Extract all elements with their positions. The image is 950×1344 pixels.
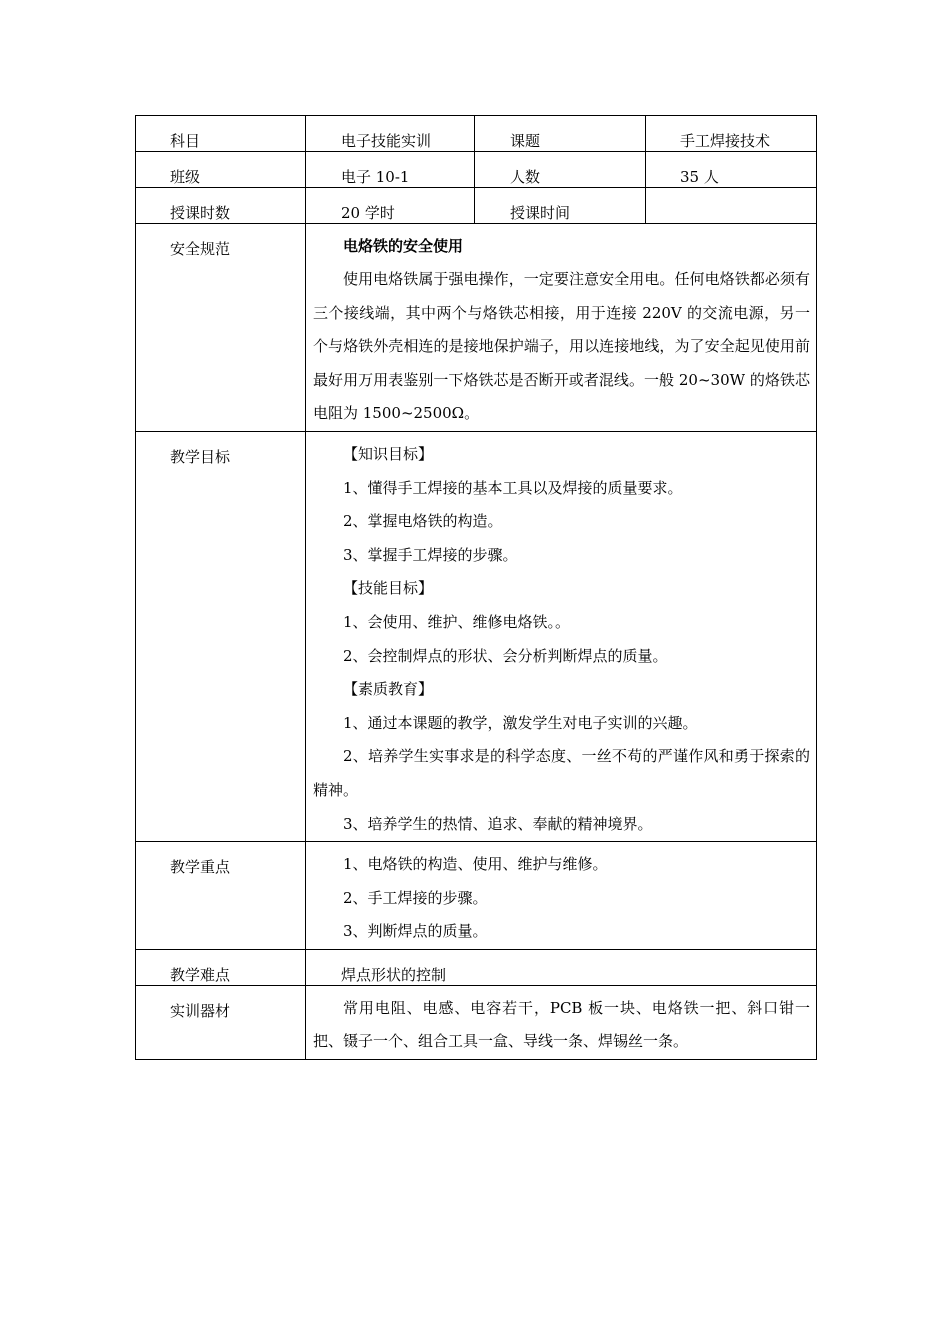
key-point-item: 1、电烙铁的构造、使用、维护与维修。 <box>343 855 608 874</box>
time-label: 授课时间 <box>510 204 571 222</box>
class-row <box>136 152 817 188</box>
skill-heading: 【技能目标】 <box>343 579 434 598</box>
topic-value: 手工焊接技术 <box>680 132 771 150</box>
hours-value-cell <box>306 188 475 224</box>
count-label-cell <box>475 152 646 188</box>
safety-content-cell <box>306 224 817 432</box>
difficulty-label: 教学难点 <box>170 965 231 984</box>
materials-label-cell <box>136 985 306 1059</box>
count-value-cell <box>646 152 817 188</box>
difficulty-row <box>136 949 817 985</box>
hours-row <box>136 188 817 224</box>
materials-content <box>306 986 816 1059</box>
class-label-cell <box>136 152 306 188</box>
skill-item: 2、会控制焊点的形状、会分析判断焊点的质量。 <box>343 646 668 665</box>
quality-heading: 【素质教育】 <box>343 680 434 699</box>
quality-item: 1、通过本课题的教学，激发学生对电子实训的兴趣。 <box>343 713 698 732</box>
hours-value: 20 学时 <box>341 204 395 222</box>
class-value: 电子 10-1 <box>341 168 410 186</box>
subject-value-cell <box>306 116 475 152</box>
subject-label-cell <box>136 116 306 152</box>
goals-content <box>306 432 816 841</box>
time-value <box>646 188 816 203</box>
goals-label: 教学目标 <box>170 447 231 466</box>
key-point-item: 3、判断焊点的质量。 <box>343 922 488 941</box>
hours-label: 授课时数 <box>170 204 231 222</box>
quality-item: 2、培养学生实事求是的科学态度、一丝不苟的严谨作风和勇于探索的精神。 <box>313 747 810 799</box>
key-points-content <box>306 842 816 949</box>
key-points-row <box>136 842 817 950</box>
goals-content-cell <box>306 431 817 841</box>
count-value: 35 人 <box>680 168 719 186</box>
topic-label-cell <box>475 116 646 152</box>
subject-row <box>136 116 817 152</box>
safety-row <box>136 224 817 432</box>
skill-item: 1、会使用、维护、维修电烙铁。。 <box>343 612 571 631</box>
quality-item: 3、培养学生的热情、追求、奉献的精神境界。 <box>343 814 653 833</box>
topic-label: 课题 <box>510 132 541 150</box>
safety-label-cell <box>136 224 306 432</box>
subject-value: 电子技能实训 <box>341 132 432 150</box>
key-point-item: 2、手工焊接的步骤。 <box>343 888 488 907</box>
key-points-label-cell <box>136 842 306 950</box>
knowledge-item: 3、掌握手工焊接的步骤。 <box>343 545 518 564</box>
materials-label: 实训器材 <box>170 1001 231 1020</box>
time-value-cell <box>646 188 817 224</box>
safety-body: 使用电烙铁属于强电操作，一定要注意安全用电。任何电烙铁都必须有三个接线端，其中两个与烙铁芯相接，用于连接 220V 的交流电源，另一个与烙铁外壳相连的是接地保护端子，用以连接地线，为了安全起见使用前最好用万用表鉴别一下烙铁芯是否断开或者混线。一般 20~30W 的烙铁芯电阻为 1500~2500Ω。 <box>313 270 810 423</box>
safety-content <box>306 224 816 431</box>
knowledge-item: 2、掌握电烙铁的构造。 <box>343 512 503 531</box>
knowledge-item: 1、懂得手工焊接的基本工具以及焊接的质量要求。 <box>343 478 683 497</box>
goals-row <box>136 431 817 841</box>
topic-value-cell <box>646 116 817 152</box>
count-label: 人数 <box>510 168 541 186</box>
hours-label-cell <box>136 188 306 224</box>
materials-value: 常用电阻、电感、电容若干，PCB 板一块、电烙铁一把、斜口钳一把、镊子一个、组合工具一盒、导线一条、焊锡丝一条。 <box>313 998 810 1051</box>
lesson-plan-table <box>135 115 817 1060</box>
class-label: 班级 <box>170 168 201 186</box>
subject-label: 科目 <box>170 132 201 150</box>
difficulty-value: 焊点形状的控制 <box>341 965 447 984</box>
difficulty-label-cell <box>136 949 306 985</box>
materials-row <box>136 985 817 1059</box>
materials-content-cell <box>306 985 817 1059</box>
safety-label: 安全规范 <box>170 240 231 258</box>
key-points-content-cell <box>306 842 817 950</box>
knowledge-heading: 【知识目标】 <box>343 444 434 463</box>
difficulty-content-cell <box>306 949 817 985</box>
class-value-cell <box>306 152 475 188</box>
key-points-label: 教学重点 <box>170 858 231 877</box>
time-label-cell <box>475 188 646 224</box>
goals-label-cell <box>136 431 306 841</box>
safety-heading: 电烙铁的安全使用 <box>343 237 464 255</box>
